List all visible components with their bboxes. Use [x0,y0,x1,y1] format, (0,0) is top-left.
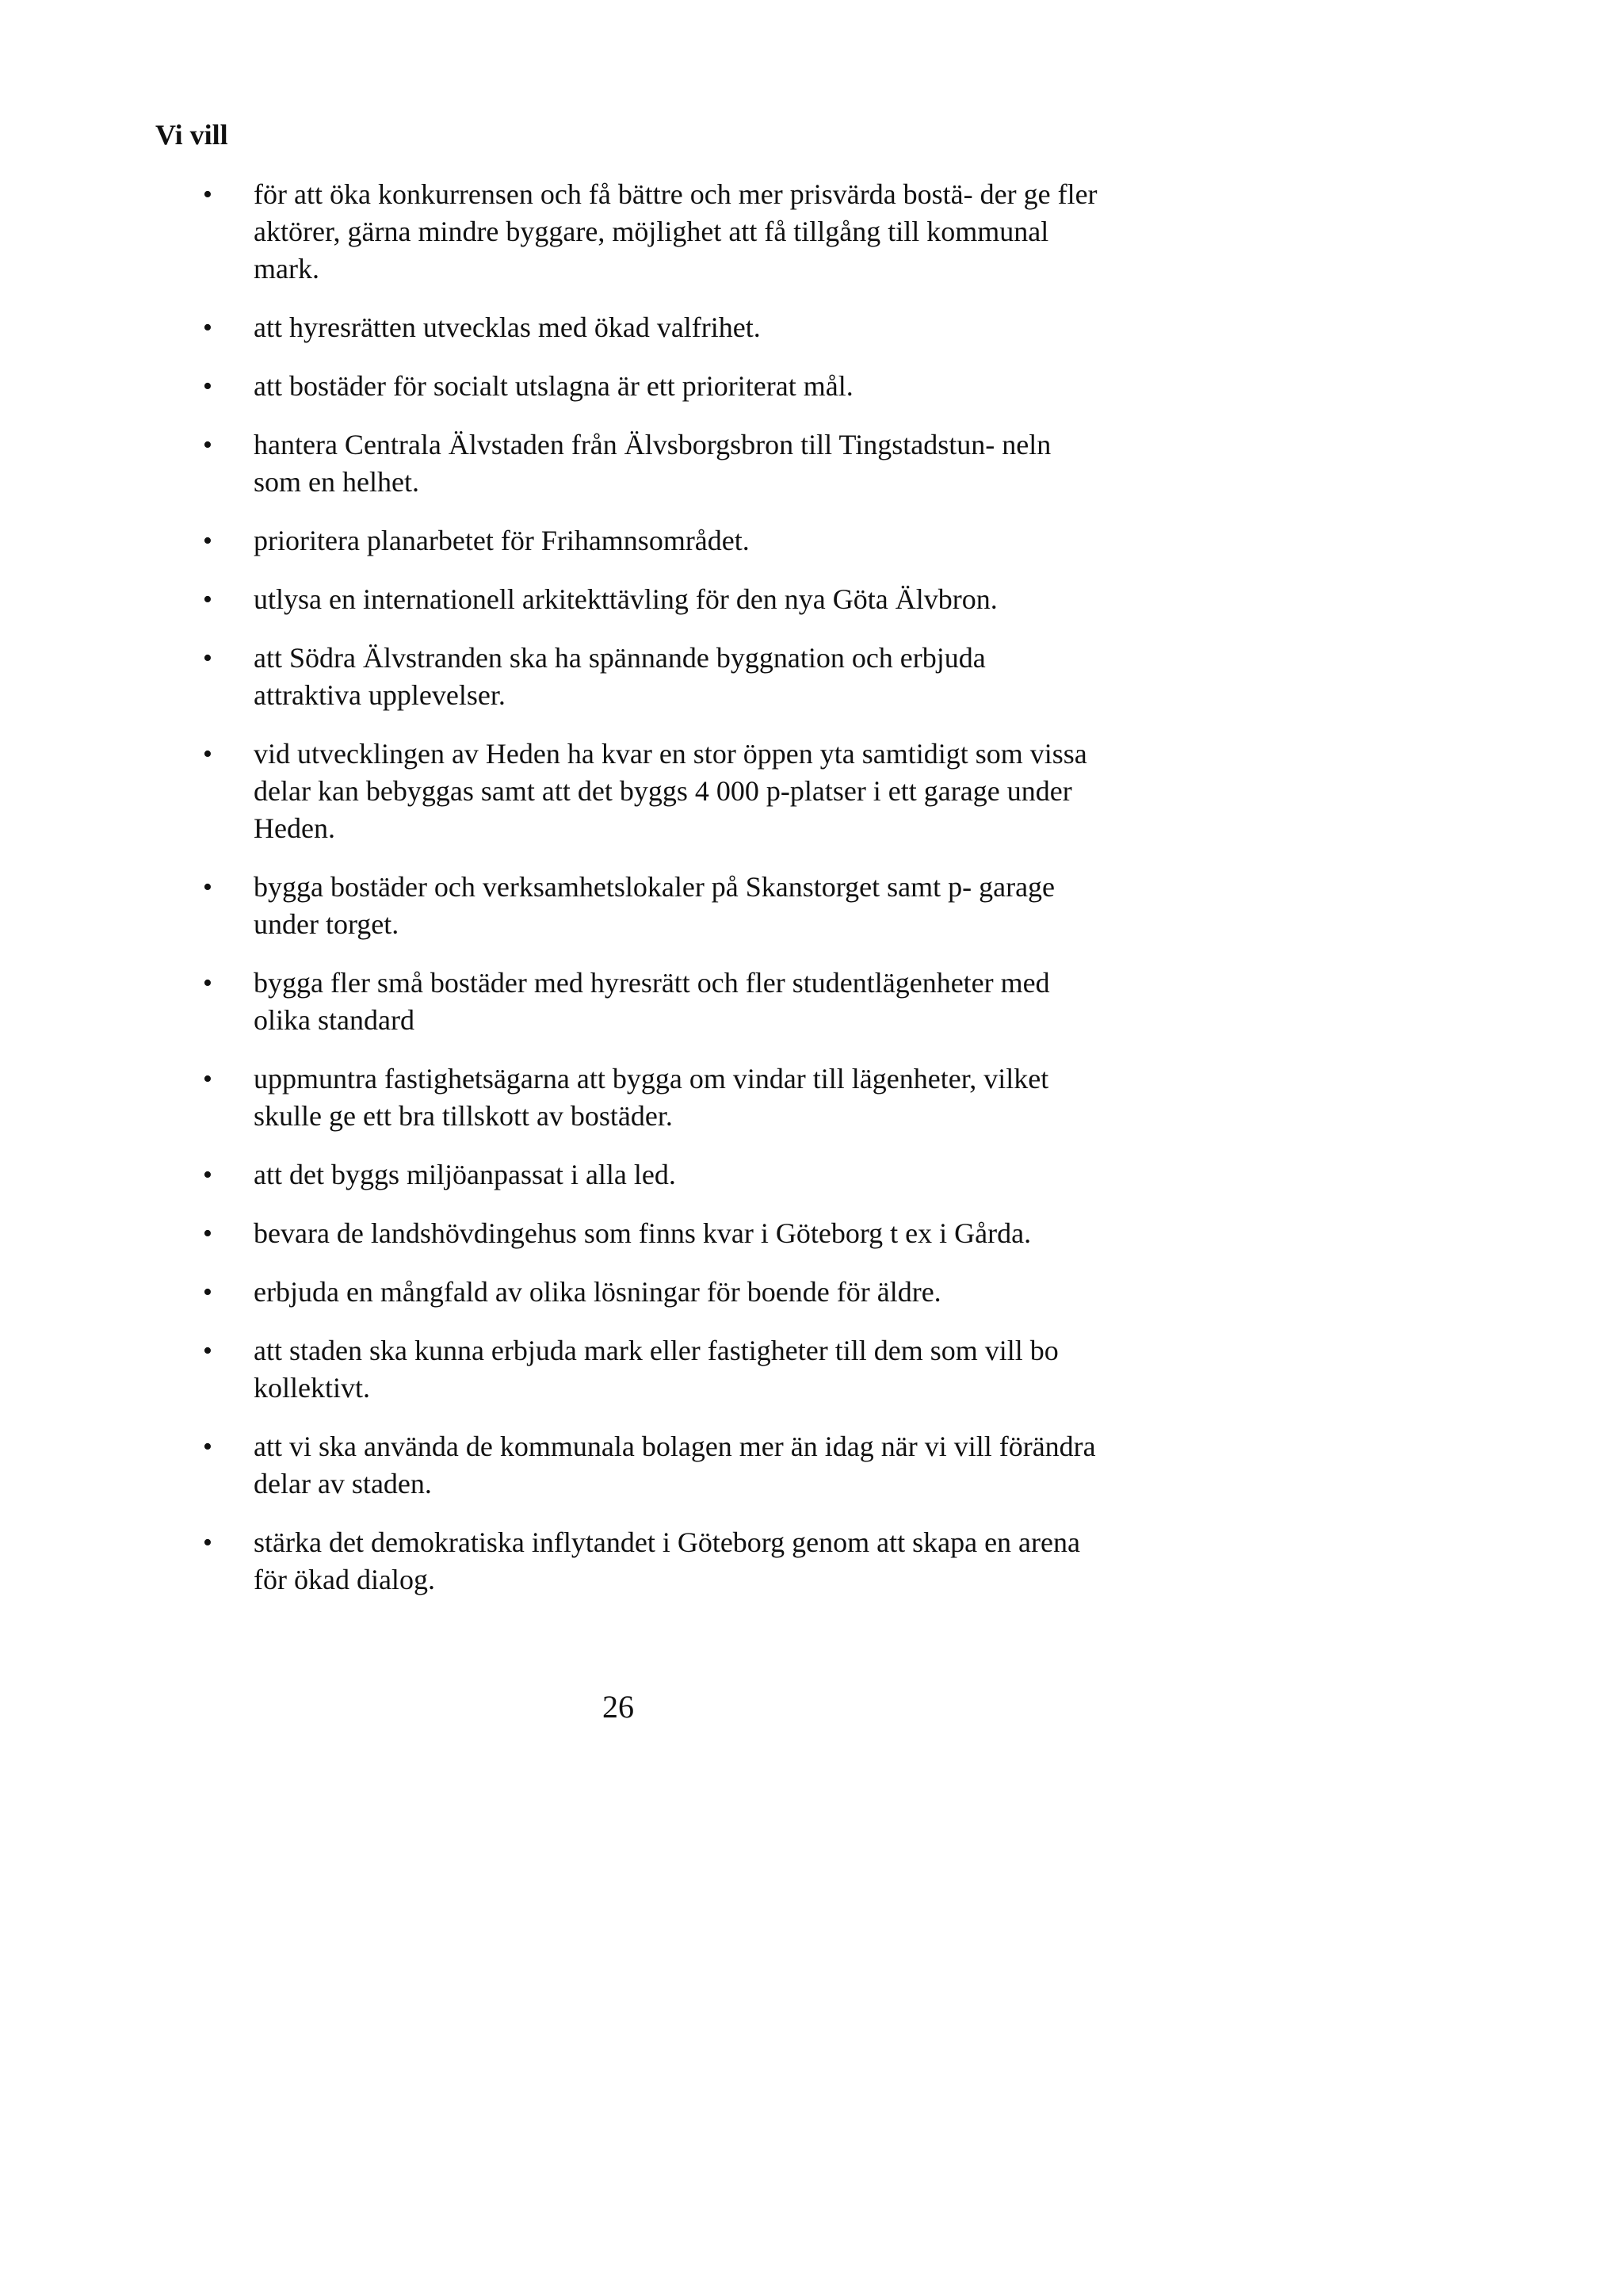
bullet-icon: • [203,1336,212,1366]
list-item-text: bygga bostäder och verksamhetslokaler på Skanstorget samt p- garage under torget. [254,871,1056,940]
bullet-icon: • [203,526,212,556]
list-item-text: uppmuntra fastighetsägarna att bygga om vindar till lägenheter, vilket skulle ge ett bra tillskott av bostäder. [254,1063,1049,1132]
bullet-icon: • [203,313,212,342]
section-heading: Vi vill [155,119,228,151]
bullet-list [203,176,1098,1620]
list-item-text: bevara de landshövdingehus som finns kvar i Göteborg t ex i Gårda. [254,1217,1032,1249]
list-item [203,1156,1098,1194]
list-item [203,426,1098,501]
list-item [203,368,1098,405]
list-item [203,309,1098,346]
list-item [203,1215,1098,1252]
list-item-text: att det byggs miljöanpassat i alla led. [254,1159,676,1190]
list-item-text: hantera Centrala Älvstaden från Älvsborgsbron till Tingstadstun- neln som en helhet. [254,429,1052,498]
bullet-icon: • [203,1278,212,1307]
page-number: 26 [602,1689,634,1725]
list-item [203,176,1098,288]
list-item [203,1428,1098,1503]
list-item [203,640,1098,714]
list-item-text: att vi ska använda de kommunala bolagen mer än idag när vi vill förändra delar av staden. [254,1431,1096,1499]
bullet-icon: • [203,1219,212,1248]
list-item [203,869,1098,943]
list-item-text: att bostäder för socialt utslagna är ett prioriterat mål. [254,370,854,402]
bullet-icon: • [203,1160,212,1190]
bullet-icon: • [203,1432,212,1461]
bullet-icon: • [203,430,212,460]
list-item-text: att Södra Älvstranden ska ha spännande byggnation och erbjuda attraktiva upplevelser. [254,642,986,711]
list-item [203,522,1098,560]
bullet-icon: • [203,739,212,769]
list-item-text: för att öka konkurrensen och få bättre och mer prisvärda bostä- der ge fler aktörer, gärna mindre byggare, möjlighet att få tillgång till kommunal mark. [254,178,1098,285]
list-item [203,1332,1098,1407]
bullet-icon: • [203,1064,212,1094]
list-item-text: vid utvecklingen av Heden ha kvar en stor öppen yta samtidigt som vissa delar kan bebyggas samt att det byggs 4 000 p-platser i ett garage under Heden. [254,738,1087,844]
bullet-icon: • [203,372,212,401]
list-item-text: stärka det demokratiska inflytandet i Göteborg genom att skapa en arena för ökad dialog. [254,1526,1080,1595]
bullet-icon: • [203,180,212,209]
list-item [203,1274,1098,1311]
list-item-text: bygga fler små bostäder med hyresrätt och fler studentlägenheter med olika standard [254,967,1050,1036]
list-item [203,581,1098,618]
list-item-text: utlysa en internationell arkitekttävling för den nya Göta Älvbron. [254,583,998,615]
list-item-text: prioritera planarbetet för Frihamnsområdet. [254,525,750,556]
list-item [203,1060,1098,1135]
list-item [203,735,1098,847]
list-item-text: erbjuda en mångfald av olika lösningar för boende för äldre. [254,1276,941,1308]
bullet-icon: • [203,1528,212,1557]
list-item [203,1524,1098,1599]
bullet-icon: • [203,644,212,673]
list-item-text: att hyresrätten utvecklas med ökad valfrihet. [254,311,761,343]
bullet-icon: • [203,585,212,614]
bullet-icon: • [203,968,212,998]
bullet-icon: • [203,873,212,902]
list-item-text: att staden ska kunna erbjuda mark eller fastigheter till dem som vill bo kollektivt. [254,1335,1059,1404]
list-item [203,965,1098,1039]
